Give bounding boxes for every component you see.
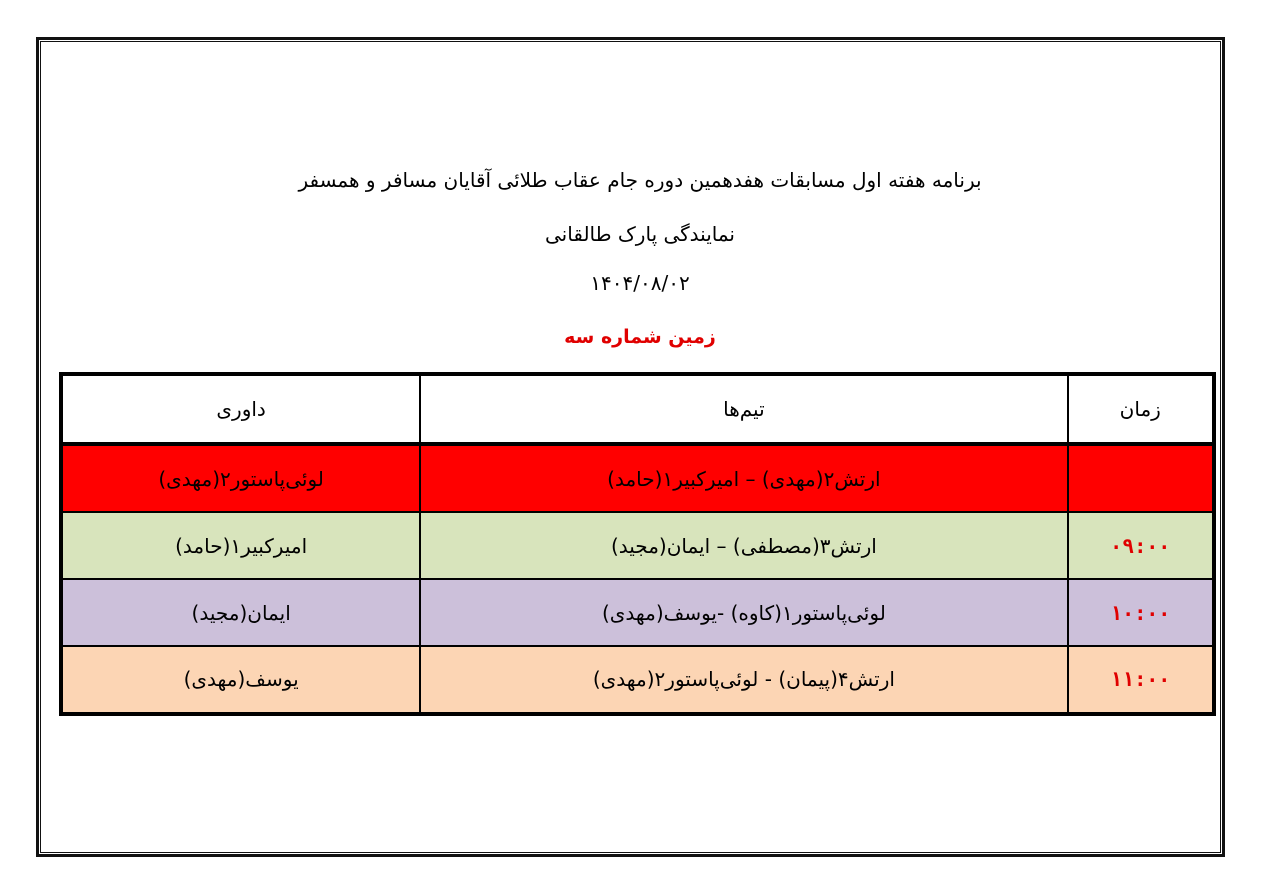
match-time-cell: ۱۰:۰۰ (1068, 579, 1215, 646)
match-teams-cell: لوئی‌پاستور۱(کاوه) -یوسف(مهدی) (420, 579, 1067, 646)
schedule-title: برنامه هفته اول مسابقات هفدهمین دوره جام عقاب طلائی آقایان مسافر و همسفر (298, 168, 982, 192)
match-referee-cell: امیرکبیر۱(حامد) (61, 512, 420, 579)
table-row (61, 444, 1214, 512)
schedule-table (59, 372, 1216, 716)
table-row (61, 512, 1214, 579)
match-time-cell: ۰۹:۰۰ (1068, 512, 1215, 579)
match-teams-cell: ارتش۴(پیمان) - لوئی‌پاستور۲(مهدی) (420, 646, 1067, 714)
match-referee-cell: ایمان(مجید) (61, 579, 420, 646)
match-teams-cell: ارتش۲(مهدی) – امیرکبیر۱(حامد) (420, 444, 1067, 512)
match-time-cell: ۱۱:۰۰ (1068, 646, 1215, 714)
column-header-referee: داوری (61, 374, 420, 444)
column-header-time: زمان (1068, 374, 1215, 444)
match-referee-cell: یوسف(مهدی) (61, 646, 420, 714)
field-label: زمین شماره سه (564, 326, 716, 348)
schedule-subtitle: نمایندگی پارک طالقانی (545, 222, 735, 246)
match-teams-cell: ارتش۳(مصطفی) – ایمان(مجید) (420, 512, 1067, 579)
schedule-date: ۱۴۰۴/۰۸/۰۲ (590, 271, 690, 295)
match-time-cell (1068, 444, 1215, 512)
column-header-teams: تیم‌ها (420, 374, 1067, 444)
table-row (61, 646, 1214, 714)
match-referee-cell: لوئی‌پاستور۲(مهدی) (61, 444, 420, 512)
table-row (61, 579, 1214, 646)
table-header-row (61, 374, 1214, 444)
